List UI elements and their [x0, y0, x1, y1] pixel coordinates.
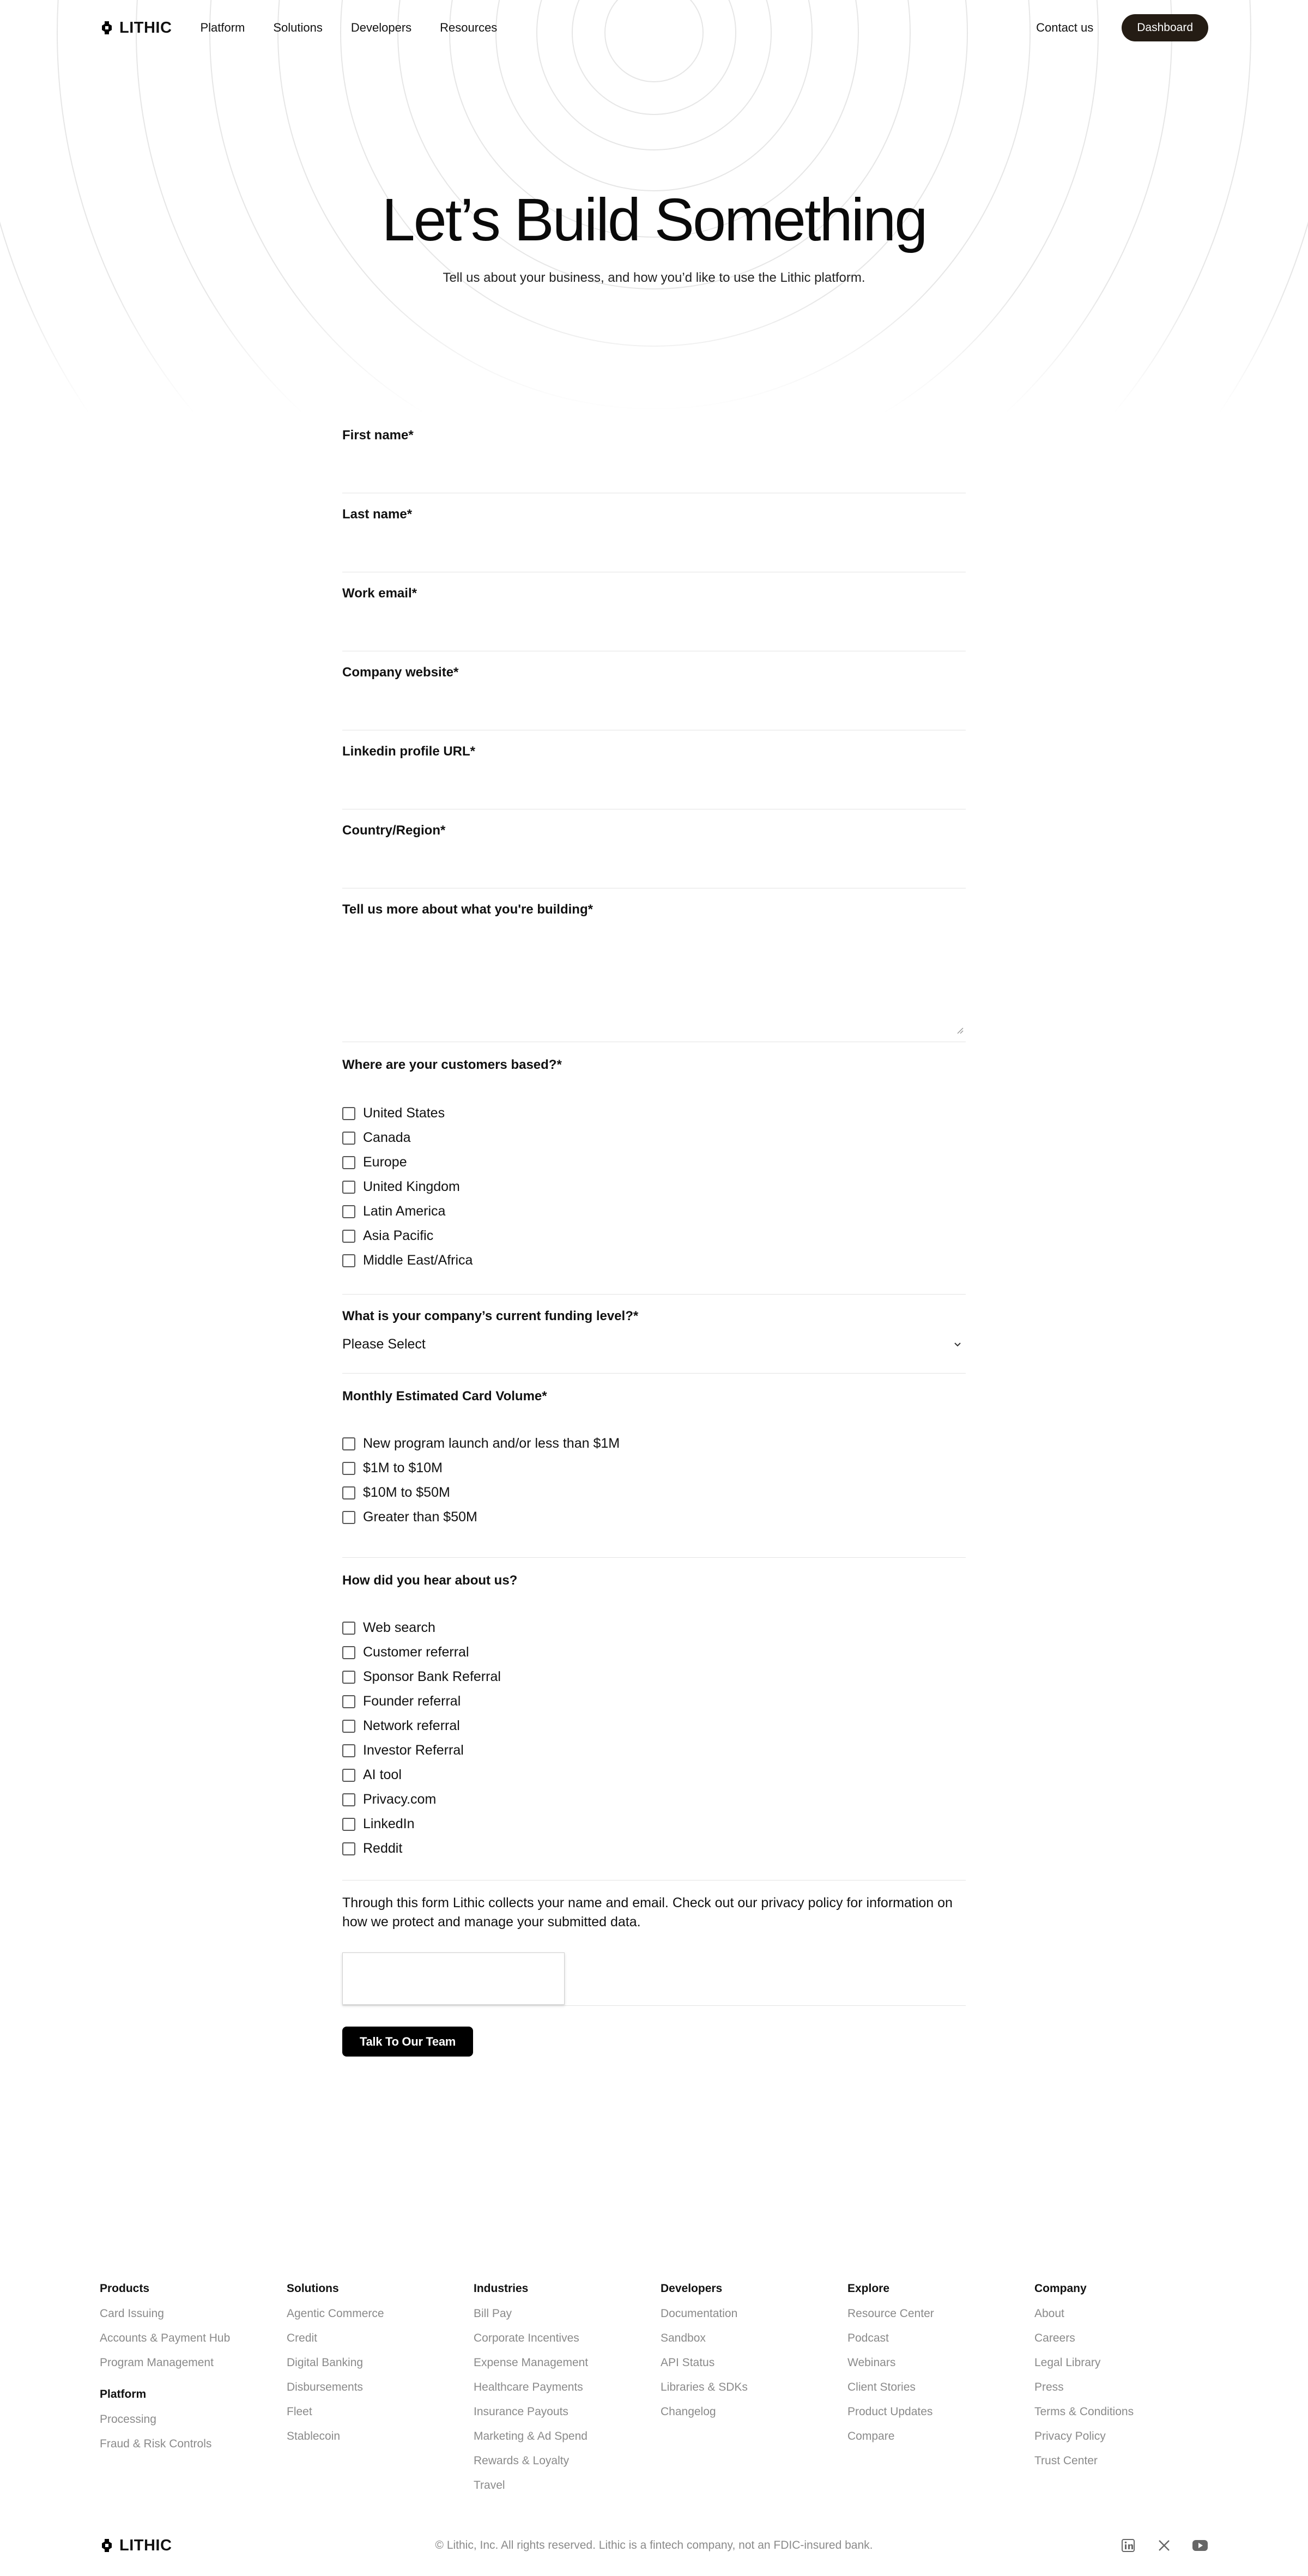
option-label: Canada	[363, 1130, 411, 1145]
linkedin-icon[interactable]	[1120, 2537, 1136, 2554]
footer-link[interactable]: Changelog	[661, 2405, 716, 2418]
option-label: Europe	[363, 1154, 407, 1170]
hear-option[interactable]	[342, 1694, 966, 1709]
company-website-label: Company website*	[342, 665, 459, 680]
option-label: $10M to $50M	[363, 1485, 450, 1500]
contact-us-link[interactable]: Contact us	[1036, 21, 1094, 34]
first-name-input[interactable]	[342, 443, 966, 476]
brand-name: LITHIC	[119, 2536, 172, 2554]
footer-link[interactable]: Fleet	[287, 2405, 312, 2418]
footer-heading: Industries	[474, 2282, 529, 2295]
footer-link[interactable]: Terms & Conditions	[1034, 2405, 1134, 2418]
volume-option[interactable]	[342, 1436, 966, 1452]
footer-link[interactable]: Card Issuing	[100, 2307, 164, 2320]
footer-link[interactable]: Rewards & Loyalty	[474, 2454, 570, 2467]
customers-option[interactable]	[342, 1105, 966, 1121]
talk-to-team-button[interactable]: Talk To Our Team	[342, 2027, 473, 2057]
chevron-down-icon[interactable]	[949, 1336, 966, 1352]
funding-select-value: Please Select	[342, 1336, 426, 1352]
hear-option[interactable]	[342, 1644, 966, 1660]
checkbox[interactable]	[342, 1842, 355, 1855]
first-name-label: First name*	[342, 428, 414, 443]
customers-option[interactable]	[342, 1228, 966, 1244]
option-label: Greater than $50M	[363, 1509, 477, 1525]
funding-label: What is your company’s current funding level?*	[342, 1309, 639, 1323]
footer-link[interactable]: Podcast	[847, 2332, 889, 2344]
dashboard-button[interactable]: Dashboard	[1122, 14, 1208, 41]
checkbox[interactable]	[342, 1671, 355, 1684]
footer-link[interactable]: Agentic Commerce	[287, 2307, 384, 2320]
customers-option[interactable]	[342, 1253, 966, 1268]
footer-heading: Solutions	[287, 2282, 339, 2295]
footer-heading: Products	[100, 2282, 150, 2295]
footer-link[interactable]: About	[1034, 2307, 1064, 2320]
footer-link[interactable]: Processing	[100, 2413, 156, 2426]
captcha-widget[interactable]	[342, 1952, 565, 2005]
company-website-input[interactable]	[342, 680, 966, 713]
volume-option[interactable]	[342, 1485, 966, 1501]
footer-bottom	[100, 2535, 1208, 2556]
footer-link[interactable]: Digital Banking	[287, 2356, 364, 2369]
checkbox[interactable]	[342, 1646, 355, 1659]
option-label: United Kingdom	[363, 1179, 460, 1194]
country-label: Country/Region*	[342, 823, 446, 838]
linkedin-label: Linkedin profile URL*	[342, 744, 476, 759]
nav-links	[200, 21, 497, 35]
brand-name: LITHIC	[119, 19, 172, 37]
building-label: Tell us more about what you're building*	[342, 902, 593, 917]
footer-link[interactable]: Webinars	[847, 2356, 896, 2369]
hear-option[interactable]	[342, 1767, 966, 1783]
footer-heading: Company	[1034, 2282, 1087, 2295]
footer-link[interactable]: Fraud & Risk Controls	[100, 2438, 212, 2450]
youtube-icon[interactable]	[1192, 2537, 1208, 2554]
hear-option[interactable]	[342, 1816, 966, 1832]
option-label: Asia Pacific	[363, 1228, 434, 1243]
volume-field	[342, 1374, 966, 1558]
option-label: United States	[363, 1105, 445, 1121]
footer-col-company	[1034, 2282, 1208, 2504]
option-label: Web search	[363, 1620, 435, 1635]
nav-link-developers[interactable]: Developers	[350, 21, 412, 34]
footer-link[interactable]: Privacy Policy	[1034, 2430, 1106, 2442]
checkbox[interactable]	[342, 1181, 355, 1194]
footer-heading: Developers	[661, 2282, 723, 2295]
option-label: Customer referral	[363, 1644, 469, 1660]
hero-title: Let’s Build Something	[382, 186, 927, 253]
nav-link-solutions[interactable]: Solutions	[273, 21, 323, 34]
option-label: Privacy.com	[363, 1792, 437, 1807]
footer-link[interactable]: Disbursements	[287, 2381, 364, 2393]
checkbox[interactable]	[342, 1462, 355, 1475]
footer-link[interactable]: Libraries & SDKs	[661, 2381, 748, 2393]
checkbox[interactable]	[342, 1205, 355, 1218]
footer-link[interactable]: Legal Library	[1034, 2356, 1101, 2369]
checkbox[interactable]	[342, 1818, 355, 1831]
nav-link-resources[interactable]: Resources	[440, 21, 498, 34]
footer-link[interactable]: Documentation	[661, 2307, 738, 2320]
footer-link[interactable]: Accounts & Payment Hub	[100, 2332, 231, 2344]
resize-handle-icon[interactable]	[956, 1026, 964, 1034]
hear-option[interactable]	[342, 1841, 966, 1857]
footer-link[interactable]: Expense Management	[474, 2356, 589, 2369]
hear-option[interactable]	[342, 1743, 966, 1758]
checkbox[interactable]	[342, 1793, 355, 1806]
footer-link[interactable]: Sandbox	[661, 2332, 706, 2344]
volume-options	[342, 1436, 966, 1525]
checkbox[interactable]	[342, 1769, 355, 1782]
country-field	[342, 809, 966, 888]
option-label: Reddit	[363, 1841, 403, 1856]
customers-options	[342, 1105, 966, 1268]
footer-col-products	[100, 2282, 287, 2504]
last-name-label: Last name*	[342, 507, 413, 522]
hear-label: How did you hear about us?	[342, 1573, 518, 1588]
country-input[interactable]	[342, 838, 966, 871]
footer-link[interactable]: Press	[1034, 2381, 1064, 2393]
footer-link[interactable]: Trust Center	[1034, 2454, 1098, 2467]
last-name-field	[342, 493, 966, 572]
checkbox[interactable]	[342, 1695, 355, 1708]
checkbox[interactable]	[342, 1156, 355, 1169]
footer-link[interactable]: Careers	[1034, 2332, 1075, 2344]
option-label: Latin America	[363, 1204, 446, 1219]
footer-link[interactable]: Travel	[474, 2479, 505, 2492]
hear-option[interactable]	[342, 1792, 966, 1807]
customers-label: Where are your customers based?*	[342, 1057, 562, 1072]
linkedin-field	[342, 730, 966, 809]
footer-col-explore	[847, 2282, 1034, 2504]
footer-link[interactable]: Corporate Incentives	[474, 2332, 579, 2344]
footer-col-industries	[474, 2282, 661, 2504]
checkbox[interactable]	[342, 1132, 355, 1145]
footer-link[interactable]: Insurance Payouts	[474, 2405, 568, 2418]
last-name-input[interactable]	[342, 522, 966, 555]
footer-link[interactable]: API Status	[661, 2356, 715, 2369]
lithic-mark-icon	[100, 21, 114, 35]
brand-logo[interactable]	[100, 19, 172, 37]
social-links	[1120, 2537, 1208, 2554]
linkedin-input[interactable]	[342, 759, 966, 792]
footer-link[interactable]: Program Management	[100, 2356, 214, 2369]
volume-option[interactable]	[342, 1509, 966, 1525]
footer-link[interactable]: Marketing & Ad Spend	[474, 2430, 588, 2442]
hear-field	[342, 1558, 966, 1880]
funding-field	[342, 1295, 966, 1374]
privacy-section	[342, 1880, 966, 2006]
customers-option[interactable]	[342, 1154, 966, 1170]
footer-col-solutions	[287, 2282, 474, 2504]
option-label: Middle East/Africa	[363, 1253, 473, 1268]
nav-link-platform[interactable]: Platform	[200, 21, 245, 34]
option-label: Network referral	[363, 1718, 460, 1733]
customers-option[interactable]	[342, 1204, 966, 1219]
x-icon[interactable]	[1156, 2537, 1172, 2554]
footer-link[interactable]: Bill Pay	[474, 2307, 512, 2320]
hear-options	[342, 1620, 966, 1857]
work-email-input[interactable]	[342, 601, 966, 634]
footer-link[interactable]: Credit	[287, 2332, 318, 2344]
option-label: Sponsor Bank Referral	[363, 1669, 501, 1684]
hear-option[interactable]	[342, 1718, 966, 1734]
footer-link[interactable]: Product Updates	[847, 2405, 933, 2418]
checkbox[interactable]	[342, 1230, 355, 1243]
first-name-field	[342, 428, 966, 493]
checkbox[interactable]	[342, 1511, 355, 1524]
company-website-field	[342, 651, 966, 730]
checkbox[interactable]	[342, 1744, 355, 1757]
footer-heading: Explore	[847, 2282, 890, 2295]
footer-link[interactable]: Healthcare Payments	[474, 2381, 583, 2393]
volume-option[interactable]	[342, 1460, 966, 1476]
footer-link[interactable]: Stablecoin	[287, 2430, 341, 2442]
top-nav	[100, 14, 1208, 41]
checkbox[interactable]	[342, 1437, 355, 1450]
customers-option[interactable]	[342, 1130, 966, 1146]
privacy-notice: Through this form Lithic collects your name and email. Check out our privacy policy for information on how we protect and manage your submitted data.	[342, 1895, 953, 1930]
work-email-label: Work email*	[342, 586, 417, 601]
contact-form	[342, 428, 966, 2057]
hear-option[interactable]	[342, 1669, 966, 1685]
footer-link[interactable]: Resource Center	[847, 2307, 934, 2320]
option-label: $1M to $10M	[363, 1460, 443, 1476]
footer-links	[100, 2282, 1208, 2504]
checkbox[interactable]	[342, 1254, 355, 1267]
submit-row	[342, 2027, 966, 2057]
checkbox[interactable]	[342, 1720, 355, 1733]
building-field	[342, 888, 966, 1042]
option-label: LinkedIn	[363, 1816, 415, 1831]
footer-heading: Platform	[100, 2388, 147, 2400]
option-label: AI tool	[363, 1767, 402, 1782]
building-textarea[interactable]	[342, 917, 966, 1037]
checkbox[interactable]	[342, 1486, 355, 1499]
option-label: Investor Referral	[363, 1743, 464, 1758]
customers-field	[342, 1042, 966, 1295]
volume-label: Monthly Estimated Card Volume*	[342, 1389, 547, 1404]
customers-option[interactable]	[342, 1179, 966, 1195]
hear-option[interactable]	[342, 1620, 966, 1636]
work-email-field	[342, 572, 966, 651]
checkbox[interactable]	[342, 1107, 355, 1120]
option-label: Founder referral	[363, 1694, 461, 1709]
checkbox[interactable]	[342, 1622, 355, 1635]
funding-select[interactable]	[342, 1333, 966, 1356]
copyright: © Lithic, Inc. All rights reserved. Lithic is a fintech company, not an FDIC-insured bank.	[435, 2539, 873, 2551]
footer-col-developers	[661, 2282, 847, 2504]
footer-link[interactable]: Compare	[847, 2430, 895, 2442]
option-label: New program launch and/or less than $1M	[363, 1436, 620, 1451]
footer-link[interactable]: Client Stories	[847, 2381, 916, 2393]
nav-right	[1036, 14, 1208, 41]
hero-subtitle: Tell us about your business, and how you’d like to use the Lithic platform.	[443, 270, 865, 285]
